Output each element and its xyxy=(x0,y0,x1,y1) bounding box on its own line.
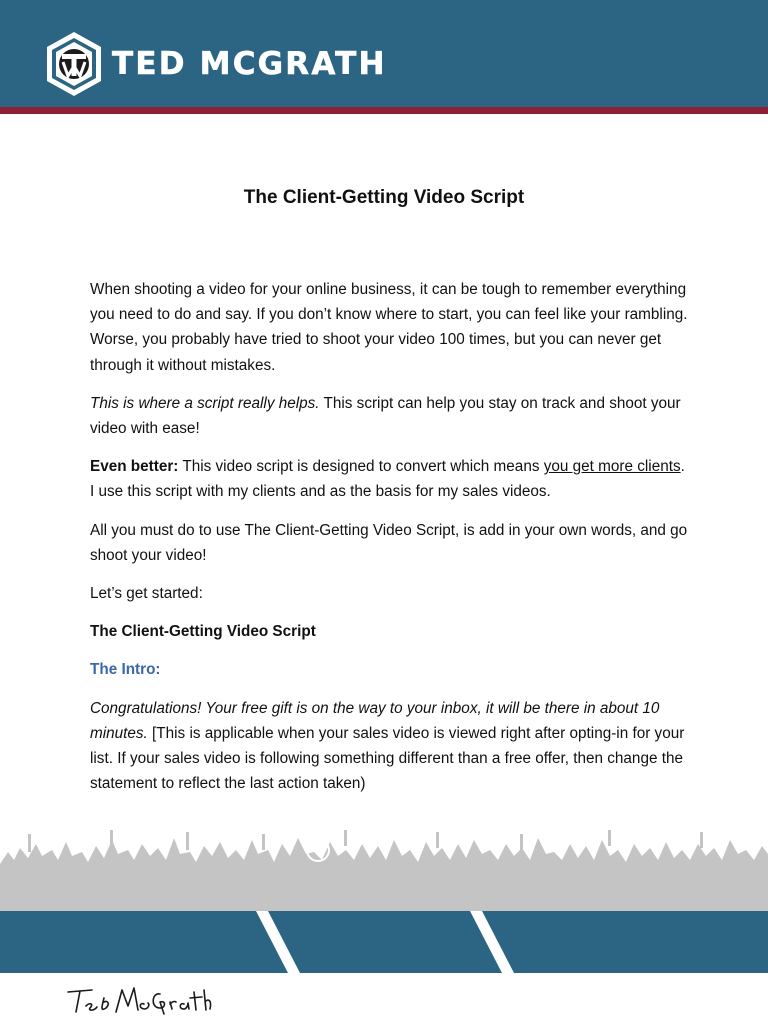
document-body xyxy=(90,277,690,809)
footer-slash-accents xyxy=(0,911,768,973)
even-better-text: This video script is designed to convert which means xyxy=(178,458,544,476)
script-helps-emphasis: This is where a script really helps. xyxy=(90,394,320,412)
more-clients-underline: you get more clients xyxy=(543,458,681,476)
brand-name: TED MCGRATH xyxy=(112,46,387,82)
section-heading: The Client-Getting Video Script xyxy=(90,623,316,641)
even-better-rest: . I use this script with my clients and as the basis for my sales videos. xyxy=(90,458,685,501)
even-better-label: Even better: xyxy=(90,458,179,476)
paragraph-get-started: Let’s get started: xyxy=(90,585,203,603)
paragraph-intro-script xyxy=(90,696,690,797)
paragraph-how-to-use: All you must do to use The Client-Getting Video Script, is add in your own words, and go shoot your video! xyxy=(90,521,688,564)
tm-monogram-hexagon-icon xyxy=(44,30,104,98)
intro-script-italic: Congratulations! Your free gift is on the way to your inbox, it will be there in about 10 minutes. xyxy=(90,699,660,742)
intro-heading: The Intro: xyxy=(90,661,161,679)
paragraph-intro: When shooting a video for your online business, it can be tough to remember everything you need to do and say. If you don’t know where to start, you can feel like your rambling. Worse, you probably have tried to shoot your video 100 times, but you can never get through it without mistakes. xyxy=(90,281,688,374)
signature-image xyxy=(64,978,214,1018)
paragraph-even-better xyxy=(90,454,690,504)
header-accent-stripe xyxy=(0,107,768,114)
cheering-crowd-silhouette xyxy=(0,830,768,914)
intro-script-note: [This is applicable when your sales video is viewed right after opting-in for your list. If your sales video is following something different than a free offer, then change the statement to reflect the last action taken) xyxy=(90,724,685,793)
paragraph-script-helps xyxy=(90,391,690,441)
document-title: The Client-Getting Video Script xyxy=(243,187,525,208)
script-helps-text: This script can help you stay on track and shoot your video with ease! xyxy=(90,394,681,438)
